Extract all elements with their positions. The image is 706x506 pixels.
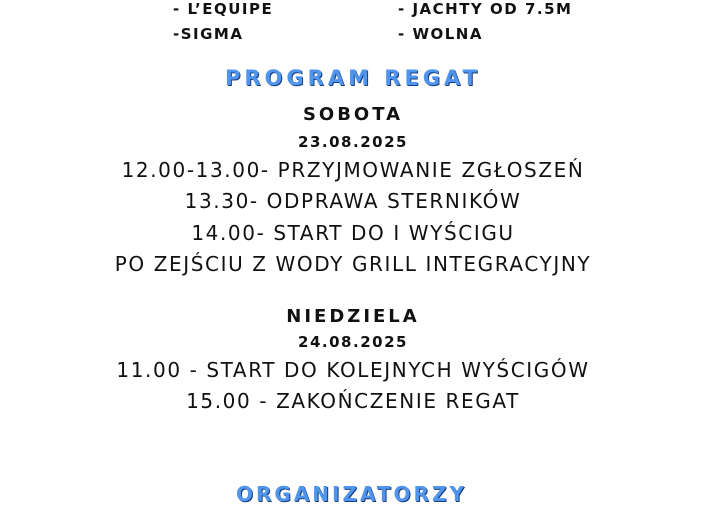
- day-heading: SOBOTA: [302, 104, 404, 125]
- class-item: - WOLNA: [398, 25, 483, 43]
- program-title: PROGRAM REGAT: [225, 66, 481, 90]
- schedule-item: 15.00 - ZAKOŃCZENIE REGAT: [186, 389, 520, 413]
- class-item: - JACHTY OD 7.5M: [398, 0, 573, 18]
- date-label: 23.08.2025: [298, 133, 408, 151]
- class-item: - L’EQUIPE: [173, 0, 274, 18]
- schedule-item: 12.00-13.00- PRZYJMOWANIE ZGŁOSZEŃ: [121, 158, 585, 182]
- schedule-item: PO ZEJŚCIU Z WODY GRILL INTEGRACYJNY: [114, 252, 592, 276]
- schedule-item: 11.00 - START DO KOLEJNYCH WYŚCIGÓW: [116, 358, 590, 382]
- date-label: 24.08.2025: [298, 333, 408, 351]
- schedule-item: 13.30- ODPRAWA STERNIKÓW: [184, 189, 522, 213]
- class-item: -SIGMA: [173, 25, 244, 43]
- day-heading: NIEDZIELA: [286, 306, 420, 327]
- schedule-item: 14.00- START DO I WYŚCIGU: [191, 221, 515, 245]
- organizers-title: ORGANIZATORZY: [236, 482, 467, 506]
